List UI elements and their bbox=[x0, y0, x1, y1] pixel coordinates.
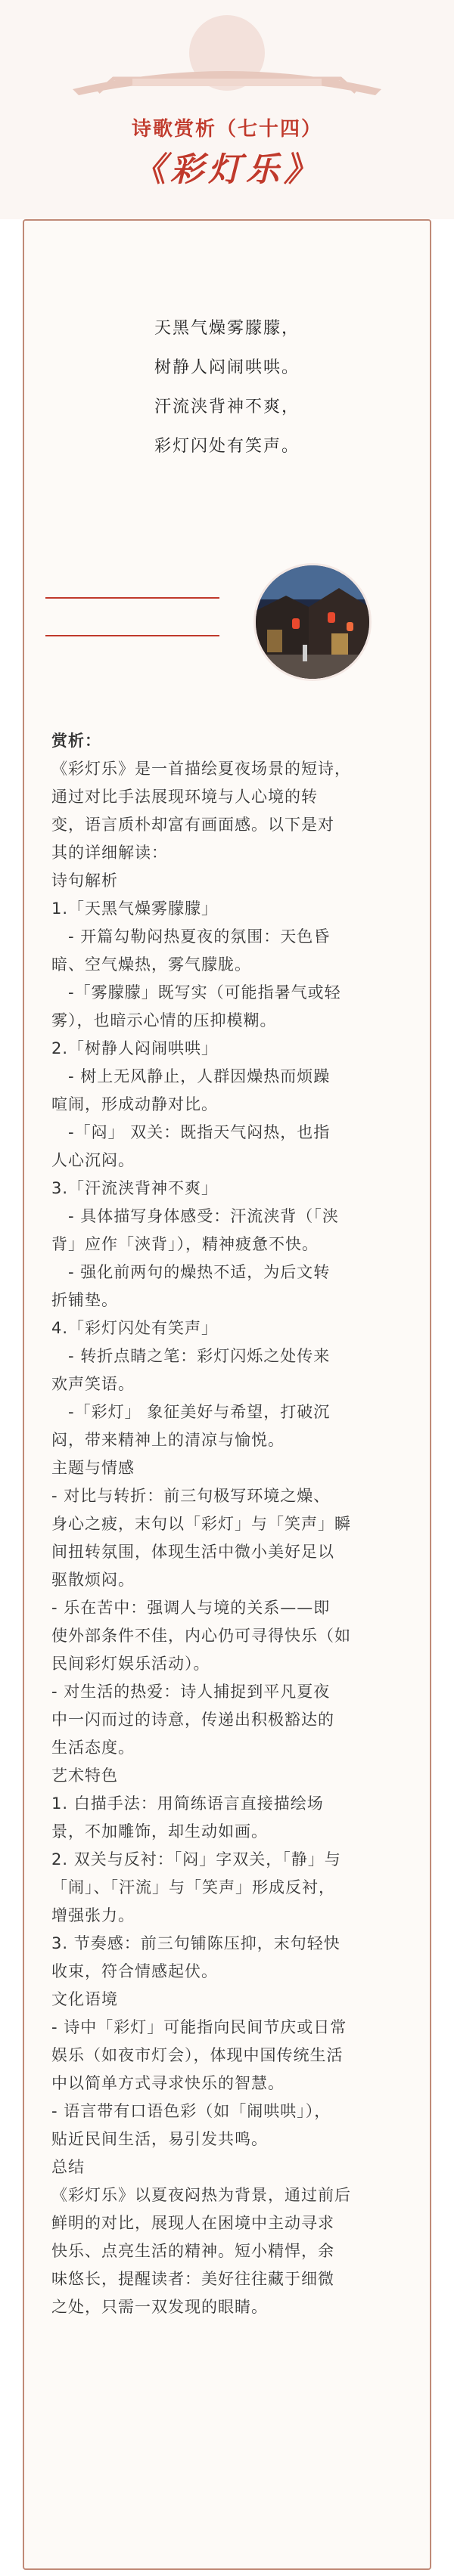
analysis-line: - 乐在苦中：强调人与境的关系——即 bbox=[51, 1599, 331, 1617]
analysis-line: 收束，符合情感起伏。 bbox=[51, 1962, 218, 1980]
analysis-line: 之处，只需一双发现的眼睛。 bbox=[51, 2298, 268, 2316]
analysis-line: 间扭转氛围，体现生活中微小美好足以 bbox=[51, 1543, 334, 1561]
analysis-line: -「雾朦朦」既写实（可能指暑气或轻 bbox=[68, 983, 341, 1002]
analysis-line: - 对生活的热爱：诗人捕捉到平凡夏夜 bbox=[51, 1683, 331, 1701]
analysis-line: 2. 双关与反衬：「闷」字双关，「静」与 bbox=[51, 1850, 341, 1869]
analysis-line: 诗句解析 bbox=[51, 872, 118, 890]
poem-title: 《彩灯乐》 bbox=[132, 150, 322, 189]
analysis-line: 1.「天黑气燥雾朦朦」 bbox=[51, 899, 219, 918]
analysis-line: 欢声笑语。 bbox=[51, 1375, 135, 1393]
analysis-line: 娱乐（如夜市灯会），体现中国传统生活 bbox=[51, 2046, 344, 2064]
analysis-line: 1. 白描手法：用简练语言直接描绘场 bbox=[51, 1794, 324, 1813]
analysis-line: - 转折点睛之笔：彩灯闪烁之处传来 bbox=[68, 1347, 331, 1365]
analysis-line: 《彩灯乐》是一首描绘夏夜场景的短诗， bbox=[51, 760, 351, 778]
analysis-line: 人心沉闷。 bbox=[51, 1151, 135, 1169]
analysis-line: 4.「彩灯闪处有笑声」 bbox=[51, 1319, 219, 1337]
analysis-line: 「闹」、「汗流」与「笑声」形成反衬， bbox=[51, 1878, 335, 1896]
analysis-line: 增强张力。 bbox=[51, 1906, 135, 1924]
analysis-line: 折铺垫。 bbox=[51, 1291, 118, 1309]
analysis-line: - 语言带有口语色彩（如「闹哄哄」）， bbox=[51, 2102, 331, 2120]
analysis-line: 生活态度。 bbox=[51, 1738, 135, 1757]
analysis-line: 变，语言质朴却富有画面感。以下是对 bbox=[51, 816, 334, 834]
night-street-photo bbox=[253, 563, 372, 681]
analysis-line: 闷，带来精神上的清凉与愉悦。 bbox=[51, 1431, 285, 1449]
analysis-line: 通过对比手法展现环境与人心境的转 bbox=[51, 788, 318, 806]
divider-line bbox=[45, 635, 219, 636]
poem-line: 树静人闷闹哄哄。 bbox=[154, 358, 300, 377]
poem-line: 汗流浃背神不爽， bbox=[154, 398, 300, 416]
analysis-line: 身心之疲，末句以「彩灯」与「笑声」瞬 bbox=[51, 1515, 351, 1533]
analysis-line: 驱散烦闷。 bbox=[51, 1571, 135, 1589]
analysis-line: 民间彩灯娱乐活动）。 bbox=[51, 1655, 210, 1673]
analysis-line: 背」应作「浹背」），精神疲惫不快。 bbox=[51, 1235, 319, 1253]
analysis-line: 文化语境 bbox=[51, 1990, 118, 2008]
roof-banner-icon bbox=[0, 0, 454, 113]
analysis-line: 喧闹，形成动静对比。 bbox=[51, 1095, 218, 1113]
analysis-line: 中一闪而过的诗意，传递出积极豁达的 bbox=[51, 1711, 334, 1729]
header-banner bbox=[0, 0, 454, 219]
divider-line bbox=[45, 597, 219, 599]
poem-line: 彩灯闪处有笑声。 bbox=[154, 437, 300, 456]
poem-block bbox=[0, 317, 454, 475]
analysis-line: 使外部条件不佳，内心仍可寻得快乐（如 bbox=[51, 1627, 351, 1645]
analysis-line: 景，不加雕饰，却生动如画。 bbox=[51, 1822, 268, 1841]
analysis-line: 鲜明的对比，展现人在困境中主动寻求 bbox=[51, 2214, 334, 2232]
analysis-line: 《彩灯乐》以夏夜闷热为背景，通过前后 bbox=[51, 2186, 351, 2204]
analysis-line: 3. 节奏感：前三句铺陈压抑，末句轻快 bbox=[51, 1934, 340, 1952]
analysis-line: - 树上无风静止，人群因燥热而烦躁 bbox=[68, 1067, 331, 1085]
analysis-line: 2.「树静人闷闹哄哄」 bbox=[51, 1039, 219, 1057]
analysis-line: - 具体描写身体感受：汗流浃背（「浃 bbox=[68, 1207, 339, 1225]
analysis-line: 贴近民间生活，易引发共鸣。 bbox=[51, 2130, 268, 2148]
analysis-line: - 强化前两句的燥热不适，为后文转 bbox=[68, 1263, 331, 1281]
analysis-line: -「彩灯」 象征美好与希望，打破沉 bbox=[68, 1403, 331, 1421]
analysis-line: 雾），也暗示心情的压抑模糊。 bbox=[51, 1011, 277, 1029]
photo-row bbox=[30, 563, 424, 661]
analysis-text bbox=[51, 727, 407, 2321]
series-title: 诗歌赏析（七十四） bbox=[131, 118, 322, 141]
analysis-line: 味悠长，提醒读者：美好往往藏于细微 bbox=[51, 2270, 334, 2288]
analysis-line: 艺术特色 bbox=[51, 1766, 118, 1785]
analysis-line: 3.「汗流浃背神不爽」 bbox=[51, 1179, 219, 1197]
analysis-line: - 诗中「彩灯」可能指向民间节庆或日常 bbox=[51, 2018, 347, 2036]
analysis-line: - 开篇勾勒闷热夏夜的氛围：天色昏 bbox=[68, 927, 331, 946]
analysis-line: - 对比与转折：前三句极写环境之燥、 bbox=[51, 1487, 331, 1505]
analysis-line: 中以简单方式寻求快乐的智慧。 bbox=[51, 2074, 285, 2092]
poem-line: 天黑气燥雾朦朦， bbox=[154, 319, 300, 338]
analysis-line: 快乐、点亮生活的精神。短小精悍，余 bbox=[51, 2242, 334, 2260]
analysis-line: 其的详细解读： bbox=[51, 844, 168, 862]
analysis-line: -「闷」 双关：既指天气闷热，也指 bbox=[68, 1123, 331, 1141]
analysis-line: 暗、空气燥热，雾气朦胧。 bbox=[51, 955, 251, 974]
analysis-line: 总结 bbox=[51, 2158, 85, 2176]
analysis-heading: 赏析： bbox=[51, 732, 101, 750]
analysis-line: 主题与情感 bbox=[51, 1459, 135, 1477]
